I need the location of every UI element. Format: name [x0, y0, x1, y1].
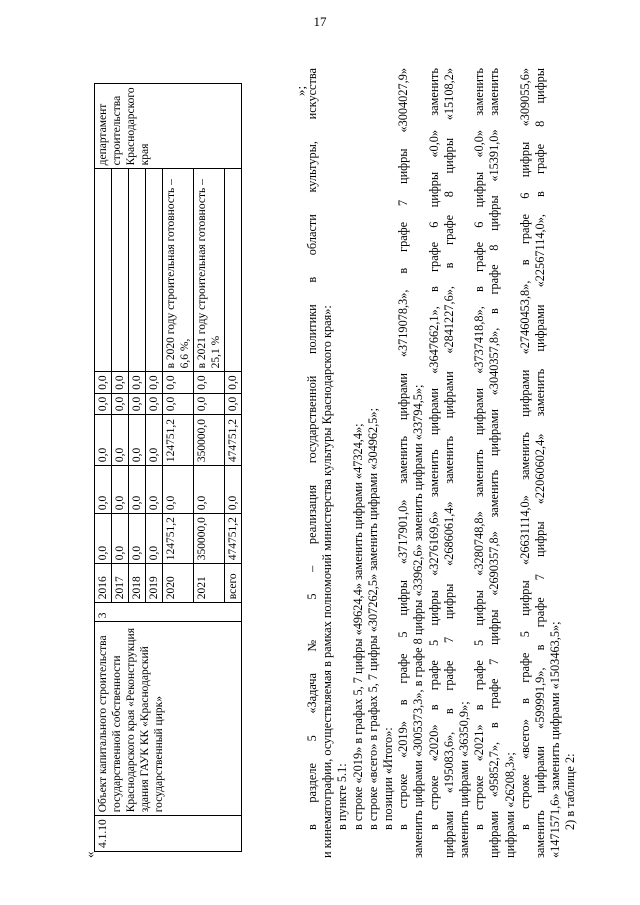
note-cell — [112, 169, 129, 372]
value-cell: 0,0 — [129, 415, 146, 466]
page-number: 17 — [313, 14, 327, 29]
paragraph-line: в строке «всего» в графе 5 цифры «26631114,0» заменить цифрами «27460453,8», в графе 6 цифры «309055,6» — [517, 68, 532, 830]
value-cell: 350000,0 — [194, 415, 225, 466]
paragraph-line: в пункте 5.1: — [335, 763, 350, 830]
note-cell — [129, 169, 146, 372]
value-cell: 0,0 — [146, 372, 163, 393]
value-cell: 0,0 — [129, 514, 146, 564]
value-cell: 350000,0 — [194, 514, 225, 564]
value-cell: 0,0 — [163, 393, 194, 414]
value-cell: 0,0 — [112, 415, 129, 466]
value-cell: 124751,2 — [163, 514, 194, 564]
value-cell: 0,0 — [225, 393, 242, 414]
paragraph-line: заменить цифрами «599991,9», в графе 7 цифры «22060602,4» заменить цифрами «22567114,0», в графе 8 цифры — [533, 68, 548, 858]
paragraph-line: в строке «2019» в графах 5, 7 цифры «49624,4» заменить цифрами «47324,4»; — [350, 423, 365, 830]
value-cell: 0,0 — [163, 466, 194, 514]
value-cell: 0,0 — [95, 415, 112, 466]
table-row — [95, 84, 112, 852]
value-cell: 0,0 — [95, 372, 112, 393]
value-cell: 0,0 — [95, 393, 112, 414]
value-cell: 0,0 — [95, 514, 112, 564]
paragraph-line: в строке «2020» в графе 5 цифры «3276169,6» заменить цифрами «3647662,1», в графе 6 цифры «0,0» заменить — [426, 68, 441, 830]
value-cell: 0,0 — [129, 372, 146, 393]
value-cell: 0,0 — [129, 466, 146, 514]
year-cell: 2016 — [95, 564, 112, 603]
year-cell: 2018 — [129, 564, 146, 603]
value-cell: 0,0 — [112, 466, 129, 514]
value-cell: 0,0 — [146, 393, 163, 414]
value-cell: 0,0 — [129, 393, 146, 414]
value-cell: 474751,2 — [225, 514, 242, 564]
paragraph-line: «1471571,6» заменить цифрами «1503463,5»; — [548, 621, 563, 858]
source-col-cell: 3 — [95, 603, 242, 622]
rotated-page-content — [80, 68, 620, 858]
quote-open: « — [82, 851, 97, 858]
year-cell: 2019 — [146, 564, 163, 603]
executor-cell: департамент строительства Краснодарского края — [95, 84, 242, 169]
note-cell — [225, 169, 242, 372]
note-cell — [146, 169, 163, 372]
year-cell: 2020 — [163, 564, 194, 603]
value-cell: 0,0 — [146, 415, 163, 466]
note-cell: в 2021 году строительная готовность – 25,1 % — [194, 169, 225, 372]
paragraph-line: цифрами «195083,6», в графе 7 цифры «2686061,4» заменить цифрами «2841227,6», в графе 8 цифры «15108,2» — [441, 68, 456, 858]
value-cell: 0,0 — [112, 393, 129, 414]
paragraph-line: в строке «2021» в графе 5 цифры «3280748,8» заменить цифрами «3737418,8», в графе 6 цифры «0,0» заменить — [472, 68, 487, 830]
paragraph-line: 2) в таблице 2: — [563, 753, 578, 830]
paragraph-line: в строке «всего» в графах 5, 7 цифры «307262,5» заменить цифрами «304962,5»; — [365, 408, 380, 830]
year-cell: всего — [225, 564, 242, 603]
paragraph-line: в разделе 5 «Задача № 5 – реализация государственной политики в области культуры, искусства — [305, 68, 319, 830]
paragraph-line: заменить цифрами «3005373,3», в графе 8 цифры «33962,6» заменить цифрами «33794,5»; — [411, 384, 426, 858]
amendment-text — [305, 68, 579, 858]
value-cell: 0,0 — [194, 393, 225, 414]
paragraph-line: цифрами «26208,3»; — [502, 752, 517, 858]
value-cell: 0,0 — [163, 372, 194, 393]
paragraph-line: заменить цифрами «36350,9»; — [457, 701, 472, 858]
note-cell — [95, 169, 112, 372]
paragraph-line: цифрами «95852,7», в графе 7 цифры «2690357,8» заменить цифрами «3040357,8», в графе 8 цифры «15391,0» заменить — [487, 68, 502, 858]
paragraph-line: в строке «2019» в графе 5 цифры «3717901,0» заменить цифрами «3719078,3», в графе 7 цифры «3004027,9» — [396, 68, 411, 830]
value-cell: 124751,2 — [163, 415, 194, 466]
paragraph-line: в позиции «Итого»: — [381, 727, 396, 830]
funding-table — [94, 83, 242, 852]
row-id-cell: 4.1.10 — [95, 816, 242, 852]
value-cell: 0,0 — [194, 466, 225, 514]
value-cell: 0,0 — [225, 466, 242, 514]
object-name-cell: Объект капитального строительства государственной собственности Краснодарского края «Реконструкция здания ГАУК КК «Краснодарский государственный цирк» — [95, 622, 242, 816]
paragraph-line: и кинематографии, осуществляемая в рамках полномочий министерства культуры Краснодарского края»: — [320, 305, 335, 858]
value-cell: 0,0 — [146, 514, 163, 564]
value-cell: 0,0 — [194, 372, 225, 393]
value-cell: 0,0 — [225, 372, 242, 393]
year-cell: 2017 — [112, 564, 129, 603]
year-cell: 2021 — [194, 564, 225, 603]
note-cell: в 2020 году строительная готовность – 6,6 %, — [163, 169, 194, 372]
quote-close: »; — [293, 85, 308, 96]
value-cell: 0,0 — [112, 372, 129, 393]
value-cell: 474751,2 — [225, 415, 242, 466]
value-cell: 0,0 — [146, 466, 163, 514]
value-cell: 0,0 — [95, 466, 112, 514]
value-cell: 0,0 — [112, 514, 129, 564]
